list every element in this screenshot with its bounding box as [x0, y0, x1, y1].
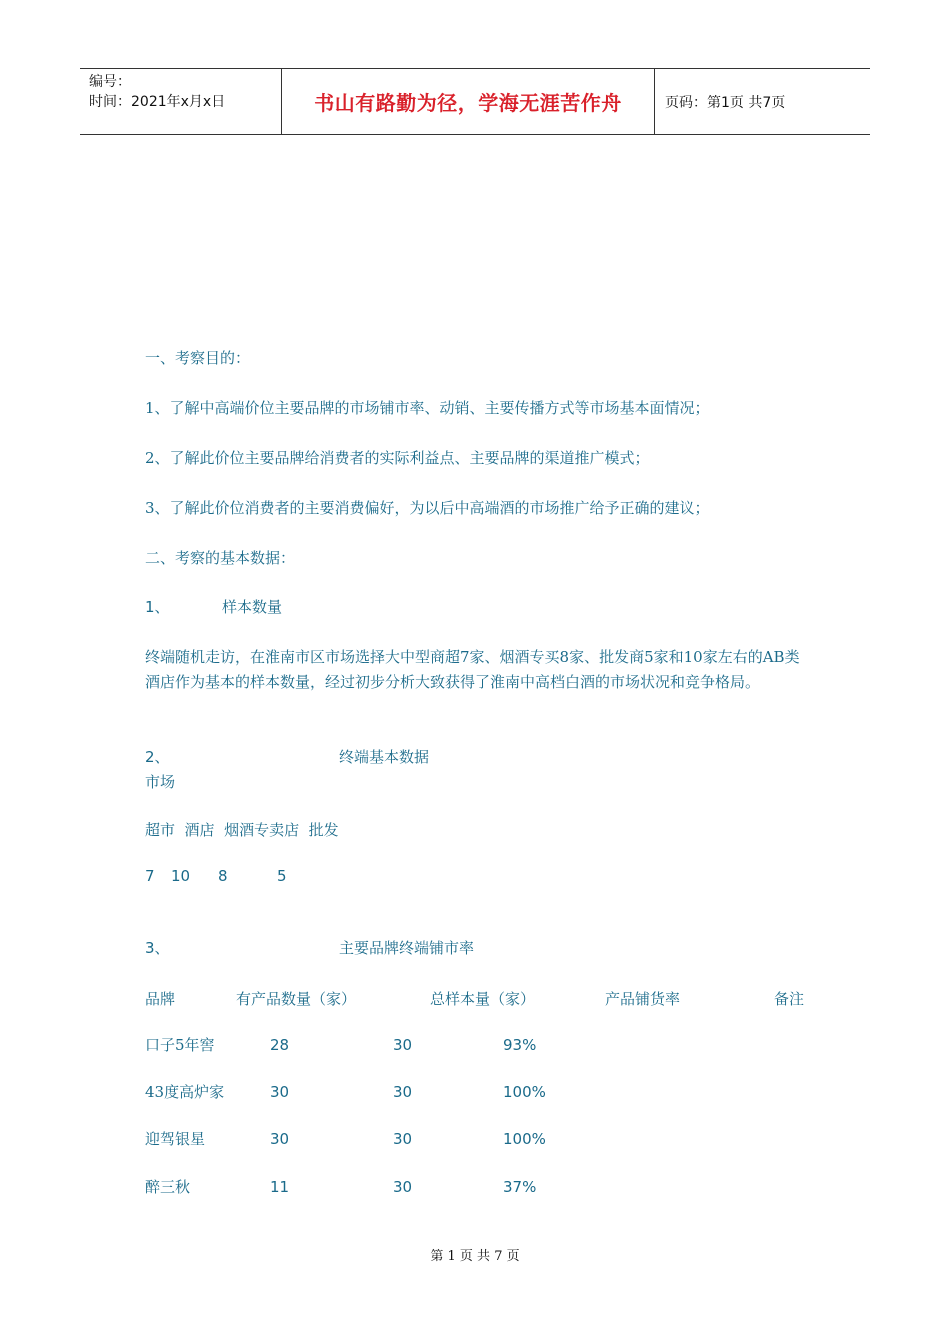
page-header	[80, 68, 870, 135]
count-supermarket: 7	[145, 867, 155, 885]
section1-item-2: 2、了解此价位主要品牌给消费者的实际利益点、主要品牌的渠道推广模式；	[145, 449, 650, 467]
table-row	[145, 1080, 845, 1105]
cell-rate: 100%	[503, 1083, 546, 1101]
table-row	[145, 1033, 845, 1058]
col-sample-total: 总样本量（家）	[430, 990, 536, 1008]
page-footer: 第 1 页 共 7 页	[430, 1249, 520, 1264]
count-tobacco-store: 8	[218, 867, 228, 885]
col-distribution-rate: 产品铺货率	[605, 990, 681, 1008]
sub2-title: 终端基本数据	[339, 748, 430, 766]
header-meta	[80, 69, 281, 134]
section1-item-3: 3、了解此价位消费者的主要消费偏好，为以后中高端酒的市场推广给予正确的建议；	[145, 499, 710, 517]
cell-total: 30	[393, 1083, 413, 1101]
cell-total: 30	[393, 1178, 413, 1196]
table-row	[145, 1127, 845, 1152]
header-motto: 书山有路勤为径，学海无涯苦作舟	[281, 69, 655, 134]
sub1-title: 样本数量	[222, 598, 283, 616]
number-label: 编号：	[89, 74, 131, 90]
section2-title: 二、考察的基本数据：	[145, 549, 296, 567]
cell-total: 30	[393, 1036, 413, 1054]
table-row	[145, 1175, 845, 1200]
page-number-label: 页码：第1页 共7页	[665, 94, 786, 111]
cell-stocked: 28	[270, 1036, 290, 1054]
col-stocked-count: 有产品数量（家）	[236, 990, 357, 1008]
sub1-number: 1、	[145, 598, 170, 616]
cell-brand: 醉三秋	[145, 1178, 191, 1196]
sub3-number: 3、	[145, 939, 170, 957]
section1-title: 一、考察目的：	[145, 349, 251, 367]
sub3-title: 主要品牌终端铺市率	[339, 939, 475, 957]
cell-rate: 93%	[503, 1036, 537, 1054]
col-brand: 品牌	[145, 990, 176, 1008]
count-wholesale: 5	[277, 867, 287, 885]
cell-stocked: 30	[270, 1083, 290, 1101]
cell-brand: 43度高炉家	[145, 1083, 225, 1101]
cell-total: 30	[393, 1130, 413, 1148]
cell-rate: 100%	[503, 1130, 546, 1148]
cell-rate: 37%	[503, 1178, 537, 1196]
cell-stocked: 30	[270, 1130, 290, 1148]
cell-stocked: 11	[270, 1178, 290, 1196]
sub2-number: 2、	[145, 748, 170, 766]
section1-item-1: 1、了解中高端价位主要品牌的市场铺市率、动销、主要传播方式等市场基本面情况；	[145, 399, 710, 417]
channel-list: 超市 酒店 烟酒专卖店 批发	[145, 821, 339, 839]
col-remarks: 备注	[774, 990, 805, 1008]
market-label: 市场	[145, 773, 176, 791]
channel-counts	[145, 864, 845, 889]
count-hotel: 10	[171, 867, 191, 885]
sub1-paragraph: 终端随机走访，在淮南市区市场选择大中型商超7家、烟酒专买8家、批发商5家和10家左右的AB类酒店作为基本的样本数量，经过初步分析大致获得了淮南中高档白酒的市场状况和竞争格局。	[145, 648, 800, 691]
time-label: 时间：2021年x月x日	[89, 94, 226, 110]
cell-brand: 口子5年窖	[145, 1036, 215, 1054]
cell-brand: 迎驾银星	[145, 1130, 206, 1148]
table-header	[145, 987, 845, 1012]
